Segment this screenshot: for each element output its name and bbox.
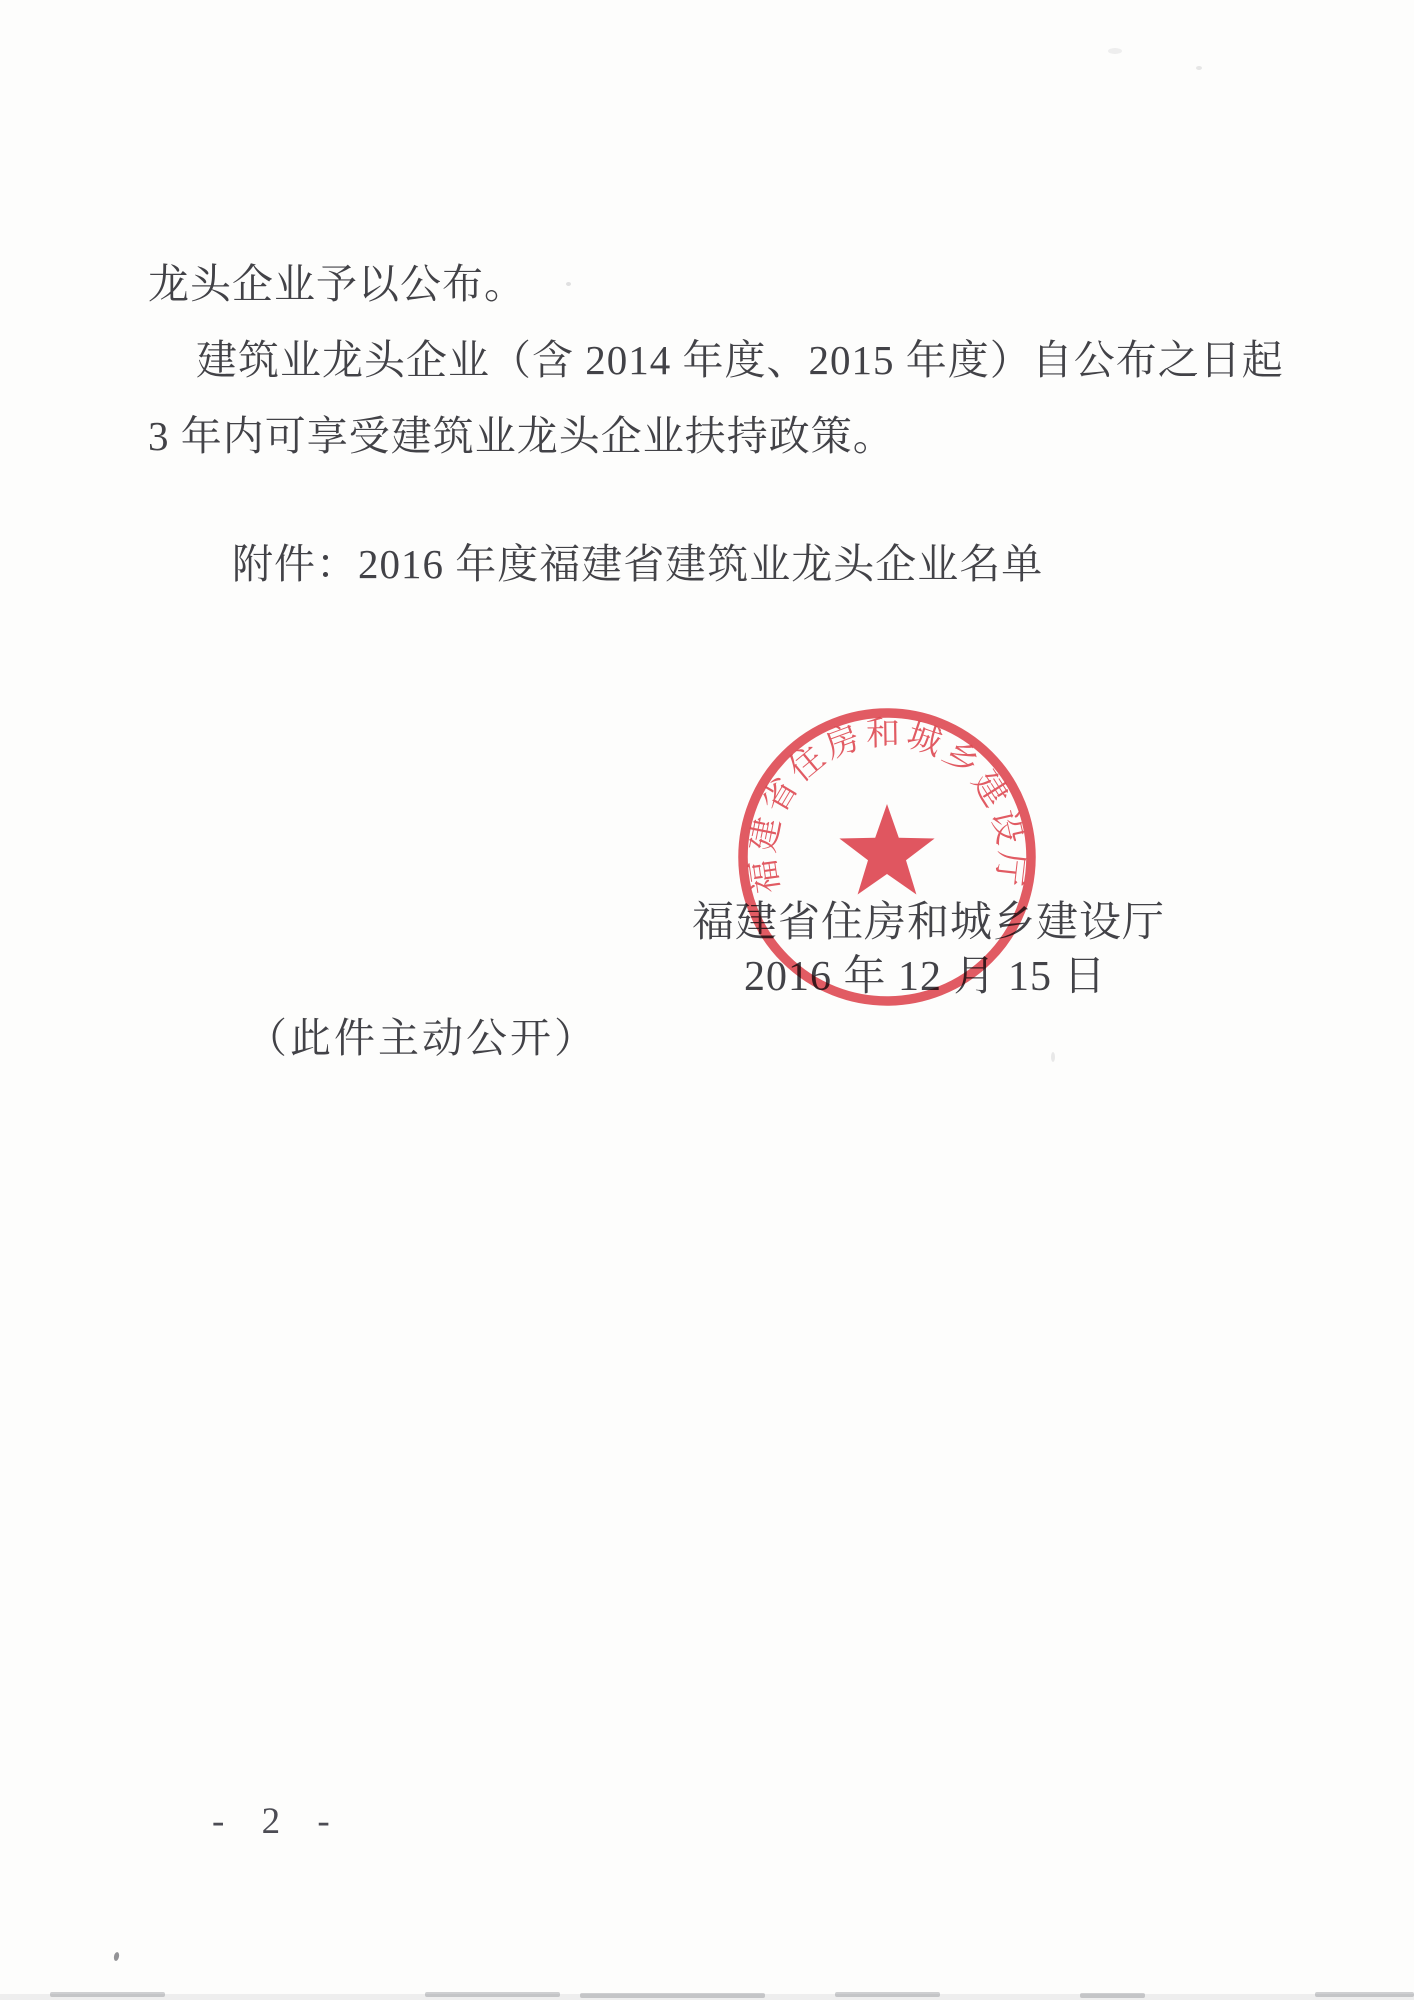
scan-speck [1196, 66, 1202, 70]
scan-speck [566, 282, 571, 286]
scan-bottom-shadow-seg [1315, 1992, 1414, 1997]
scan-speck [1051, 1052, 1055, 1062]
scan-speck [1108, 48, 1122, 54]
signature-organization: 福建省住房和城乡建设厅 [692, 900, 1166, 946]
scan-speck [113, 1952, 120, 1962]
scan-bottom-shadow-seg [580, 1993, 765, 1998]
signature-date: 2016 年 12 月 15 日 [744, 954, 1107, 1000]
body-line-1: 龙头企业予以公布。 [148, 261, 526, 307]
attachment-line: 附件：2016 年度福建省建筑业龙头企业名单 [232, 541, 1044, 587]
seal-ring-text: 福建省住房和城乡建设厅 [744, 715, 1030, 896]
seal-star-icon [839, 804, 934, 895]
body-line-3: 3 年内可享受建筑业龙头企业扶持政策。 [148, 413, 895, 459]
scan-bottom-shadow-seg [1080, 1993, 1145, 1998]
body-line-2: 建筑业龙头企业（含 2014 年度、2015 年度）自公布之日起 [196, 337, 1284, 383]
page-number: - 2 - [212, 1801, 344, 1842]
disclosure-note: （此件主动公开） [246, 1015, 598, 1061]
scan-bottom-shadow-seg [50, 1992, 165, 1997]
scan-bottom-shadow-seg [835, 1992, 940, 1997]
official-seal [733, 703, 1041, 1011]
scan-bottom-shadow-seg [425, 1992, 560, 1997]
